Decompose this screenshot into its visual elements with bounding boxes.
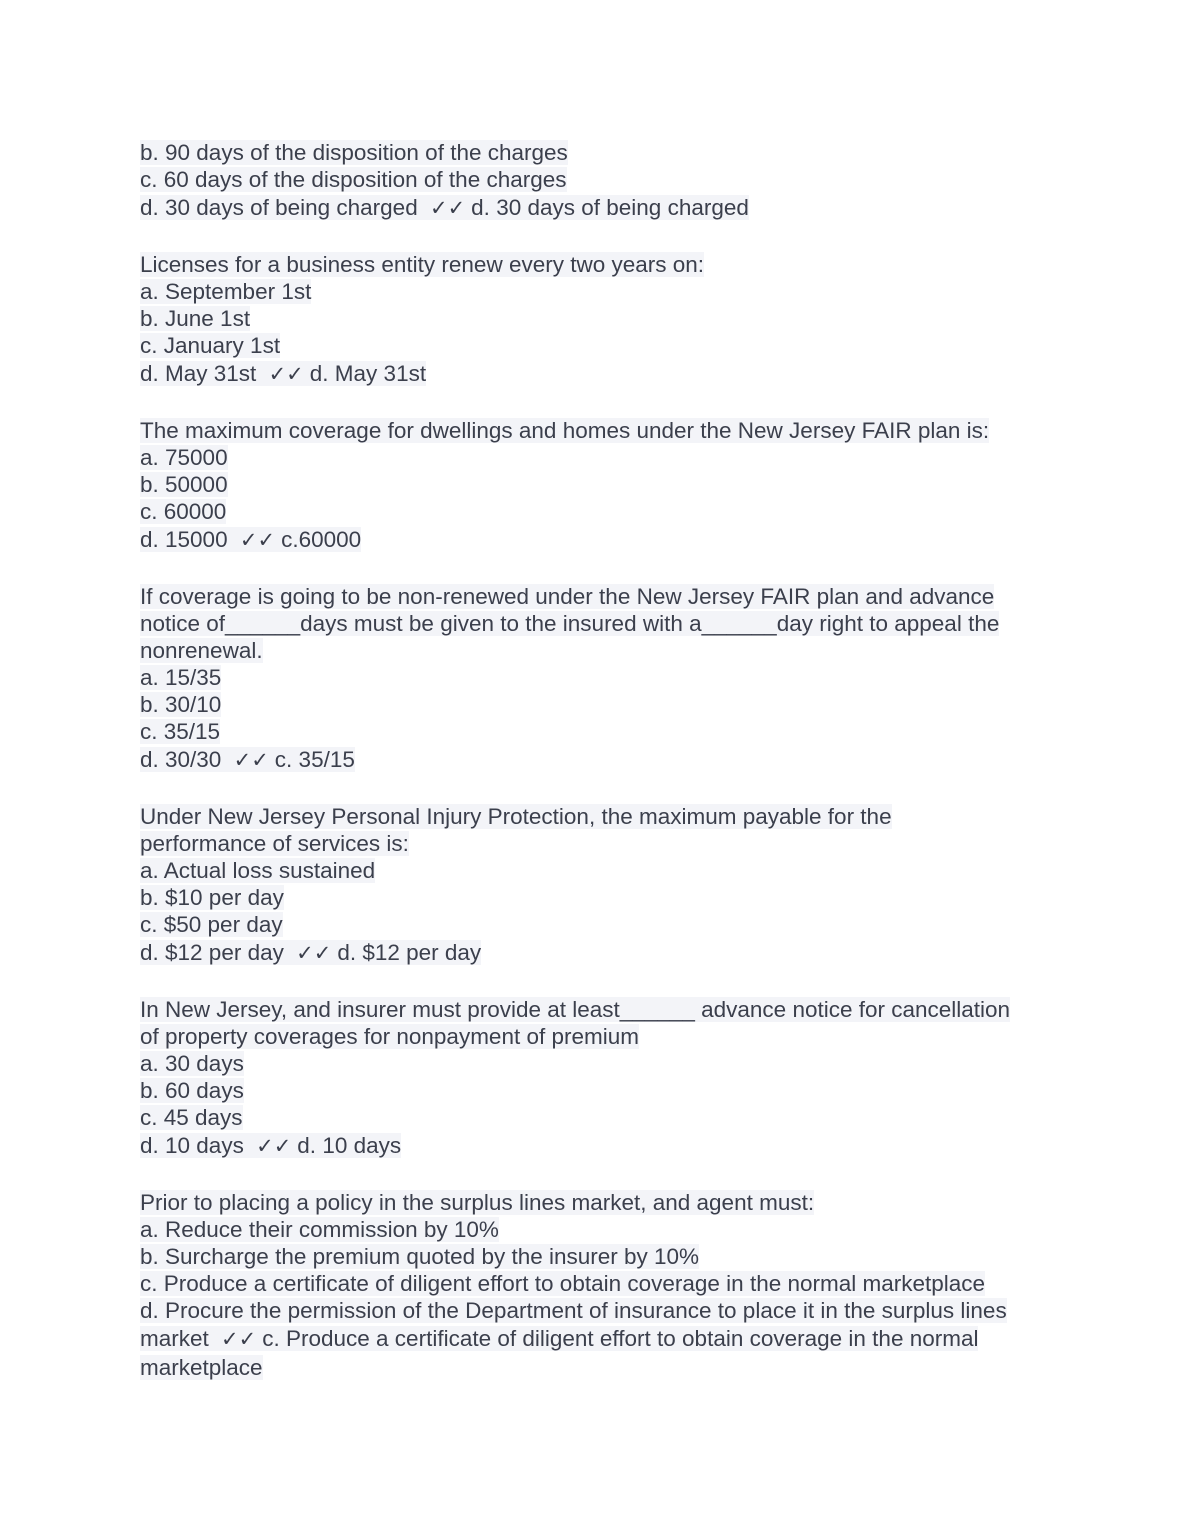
option-line: c. 35/15 [140, 719, 221, 744]
question-text: In New Jersey, and insurer must provide at least______ advance notice for cancellation [140, 997, 1011, 1022]
question-block [140, 996, 1060, 1161]
checkmark-icon: ✓✓ [296, 941, 332, 965]
answer-line [140, 359, 1060, 389]
option-line: c. 60 days of the disposition of the charges [140, 167, 567, 192]
option-line: a. 30 days [140, 1051, 244, 1076]
answer-line [140, 525, 1060, 555]
question-text: The maximum coverage for dwellings and homes under the New Jersey FAIR plan is: [140, 418, 990, 443]
option-line: b. $10 per day [140, 885, 284, 910]
option-line: b. Surcharge the premium quoted by the insurer by 10% [140, 1244, 700, 1269]
last-option: market [140, 1326, 209, 1351]
checkmark-icon: ✓✓ [239, 528, 276, 552]
correct-answer: d. 10 days [297, 1133, 402, 1158]
option-line: c. January 1st [140, 333, 281, 358]
option-line: b. June 1st [140, 306, 251, 331]
document-page [140, 139, 1060, 1381]
option-line: a. Actual loss sustained [140, 858, 376, 883]
question-text: nonrenewal. [140, 638, 263, 663]
correct-answer: c. 35/15 [274, 747, 355, 772]
correct-answer: d. $12 per day [337, 940, 482, 965]
last-option: d. May 31st [140, 361, 257, 386]
question-text: notice of______days must be given to the insured with a______day right to appeal the [140, 611, 1000, 636]
question-text: Under New Jersey Personal Injury Protection, the maximum payable for the [140, 804, 892, 829]
checkmark-icon: ✓✓ [268, 362, 304, 386]
checkmark-icon: ✓✓ [256, 1134, 292, 1158]
question-block [140, 251, 1060, 389]
last-option: d. $12 per day [140, 940, 284, 965]
last-option: d. 15000 [140, 527, 228, 552]
question-text: Prior to placing a policy in the surplus lines market, and agent must: [140, 1190, 815, 1215]
answer-line [140, 745, 1060, 775]
question-text: Licenses for a business entity renew every two years on: [140, 252, 705, 277]
checkmark-icon: ✓✓ [233, 748, 269, 772]
last-option: d. 10 days [140, 1133, 244, 1158]
correct-answer: d. May 31st [309, 361, 427, 386]
question-block [140, 803, 1060, 968]
answer-line [140, 1324, 1060, 1354]
answer-line [140, 1131, 1060, 1161]
option-line: c. 60000 [140, 499, 227, 524]
question-text: of property coverages for nonpayment of premium [140, 1024, 639, 1049]
option-line: a. 15/35 [140, 665, 222, 690]
answer-line [140, 193, 1060, 223]
option-line: c. Produce a certificate of diligent effort to obtain coverage in the normal marketplace [140, 1271, 986, 1296]
checkmark-icon: ✓✓ [429, 196, 466, 220]
correct-answer: c.60000 [281, 527, 362, 552]
option-line: c. 45 days [140, 1105, 243, 1130]
question-text: If coverage is going to be non-renewed under the New Jersey FAIR plan and advance [140, 584, 995, 609]
option-line: a. 75000 [140, 445, 228, 470]
option-line: b. 50000 [140, 472, 228, 497]
option-line: b. 60 days [140, 1078, 244, 1103]
question-block [140, 139, 1060, 223]
option-line: b. 30/10 [140, 692, 222, 717]
option-line: d. Procure the permission of the Department of insurance to place it in the surplus lines [140, 1298, 1007, 1323]
option-line: a. September 1st [140, 279, 312, 304]
option-line: b. 90 days of the disposition of the charges [140, 140, 568, 165]
correct-answer: d. 30 days of being charged [471, 195, 749, 220]
correct-answer: c. Produce a certificate of diligent effort to obtain coverage in the normal [262, 1326, 979, 1351]
last-option: d. 30/30 [140, 747, 222, 772]
last-option: d. 30 days of being charged [140, 195, 418, 220]
question-block [140, 417, 1060, 555]
answer-line [140, 938, 1060, 968]
question-text: performance of services is: [140, 831, 409, 856]
answer-continuation: marketplace [140, 1355, 263, 1380]
question-block [140, 583, 1060, 775]
option-line: c. $50 per day [140, 912, 283, 937]
option-line: a. Reduce their commission by 10% [140, 1217, 499, 1242]
question-block [140, 1189, 1060, 1381]
checkmark-icon: ✓✓ [221, 1327, 257, 1351]
